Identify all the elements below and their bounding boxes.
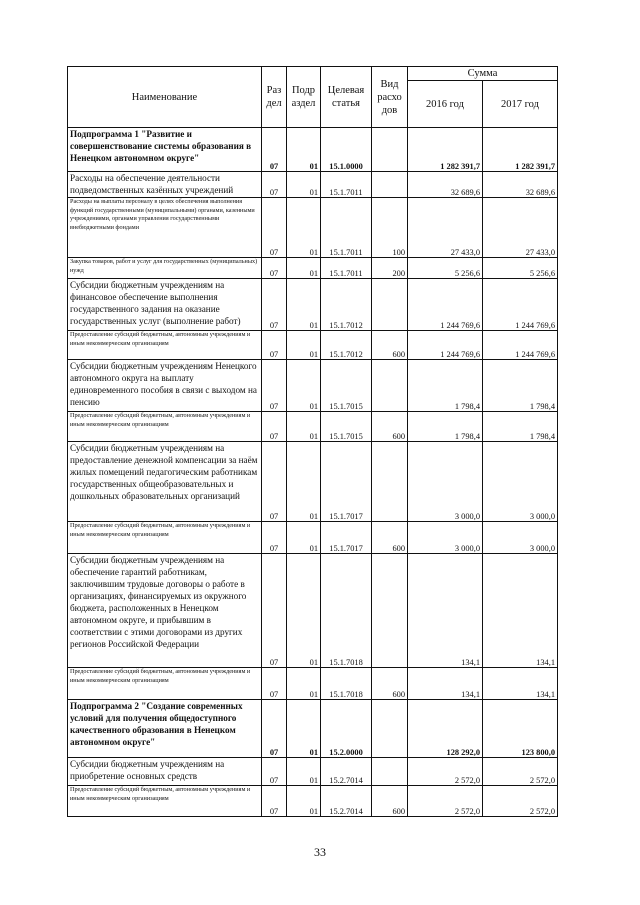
header-year-2016: 2016 год	[408, 81, 483, 128]
row-target: 15.1.7012	[321, 331, 372, 360]
row-subsection: 01	[287, 360, 321, 412]
row-name: Подпрограмма 1 "Развитие и совершенствование системы образования в Ненецком автономном округе"	[68, 128, 262, 172]
table-row	[68, 128, 558, 172]
row-name: Предоставление субсидий бюджетным, автономным учреждениям и иным некоммерческим организациям	[68, 786, 262, 817]
row-amount-2016: 1 244 769,6	[408, 279, 483, 331]
row-amount-2016: 1 798,4	[408, 360, 483, 412]
row-name: Предоставление субсидий бюджетным, автономным учреждениям и иным некоммерческим организациям	[68, 331, 262, 360]
row-name: Расходы на выплаты персоналу в целях обеспечения выполнения функций государственными (муниципальными) органами, казенными учреждениями, органами управления государственными внебюджетными фондами	[68, 198, 262, 258]
row-amount-2017: 123 800,0	[483, 700, 558, 758]
row-target: 15.1.7011	[321, 172, 372, 198]
row-amount-2016: 1 282 391,7	[408, 128, 483, 172]
row-section: 07	[262, 360, 287, 412]
row-subsection: 01	[287, 522, 321, 554]
row-name: Субсидии бюджетным учреждениям на приобретение основных средств	[68, 758, 262, 786]
row-subsection: 01	[287, 412, 321, 442]
row-subsection: 01	[287, 700, 321, 758]
row-expense-type: 200	[372, 258, 408, 279]
row-section: 07	[262, 668, 287, 700]
header-subsection: Подр аздел	[287, 67, 321, 128]
table-row	[68, 279, 558, 331]
header-name: Наименование	[68, 67, 262, 128]
row-expense-type	[372, 279, 408, 331]
table-row	[68, 412, 558, 442]
row-target: 15.1.7012	[321, 279, 372, 331]
row-section: 07	[262, 442, 287, 522]
row-subsection: 01	[287, 758, 321, 786]
row-subsection: 01	[287, 331, 321, 360]
table-row	[68, 198, 558, 258]
row-expense-type: 600	[372, 412, 408, 442]
row-expense-type: 600	[372, 668, 408, 700]
table-row	[68, 758, 558, 786]
row-amount-2016: 27 433,0	[408, 198, 483, 258]
row-expense-type: 600	[372, 331, 408, 360]
row-amount-2017: 1 244 769,6	[483, 331, 558, 360]
row-target: 15.1.7017	[321, 522, 372, 554]
row-section: 07	[262, 700, 287, 758]
row-name: Субсидии бюджетным учреждениям Ненецкого автономного округа на выплату единовременного пособия в связи с выходом на пенсию	[68, 360, 262, 412]
table-row	[68, 442, 558, 522]
table-body	[68, 128, 558, 817]
row-name: Субсидии бюджетным учреждениям на предоставление денежной компенсации за наём жилых помещений педагогическим работникам государственных общеобразовательных и дошкольных образовательных организаций	[68, 442, 262, 522]
row-subsection: 01	[287, 554, 321, 668]
table-row	[68, 258, 558, 279]
row-section: 07	[262, 554, 287, 668]
row-amount-2017: 1 282 391,7	[483, 128, 558, 172]
row-section: 07	[262, 758, 287, 786]
row-expense-type: 600	[372, 522, 408, 554]
row-amount-2017: 3 000,0	[483, 522, 558, 554]
page-number: 33	[314, 845, 326, 859]
table-row	[68, 668, 558, 700]
table-row	[68, 331, 558, 360]
header-expense-type: Вид расхо дов	[372, 67, 408, 128]
row-subsection: 01	[287, 172, 321, 198]
row-target: 15.2.0000	[321, 700, 372, 758]
row-amount-2017: 1 798,4	[483, 412, 558, 442]
row-name: Закупка товаров, работ и услуг для государственных (муниципальных) нужд	[68, 258, 262, 279]
row-section: 07	[262, 258, 287, 279]
row-expense-type	[372, 700, 408, 758]
header-section: Раз дел	[262, 67, 287, 128]
row-expense-type: 600	[372, 786, 408, 817]
row-amount-2017: 1 244 769,6	[483, 279, 558, 331]
row-name: Предоставление субсидий бюджетным, автономным учреждениям и иным некоммерческим организациям	[68, 412, 262, 442]
row-amount-2017: 134,1	[483, 668, 558, 700]
row-expense-type	[372, 554, 408, 668]
row-subsection: 01	[287, 279, 321, 331]
row-section: 07	[262, 331, 287, 360]
row-amount-2016: 32 689,6	[408, 172, 483, 198]
row-subsection: 01	[287, 258, 321, 279]
row-amount-2017: 5 256,6	[483, 258, 558, 279]
table-row	[68, 786, 558, 817]
row-section: 07	[262, 786, 287, 817]
row-amount-2017: 2 572,0	[483, 758, 558, 786]
row-amount-2016: 2 572,0	[408, 786, 483, 817]
table-row	[68, 360, 558, 412]
budget-table	[67, 66, 558, 817]
row-section: 07	[262, 128, 287, 172]
row-target: 15.1.7011	[321, 258, 372, 279]
header-sum: Сумма	[408, 67, 558, 81]
row-name: Предоставление субсидий бюджетным, автономным учреждениям и иным некоммерческим организациям	[68, 668, 262, 700]
row-target: 15.2.7014	[321, 758, 372, 786]
row-amount-2016: 5 256,6	[408, 258, 483, 279]
row-section: 07	[262, 522, 287, 554]
row-subsection: 01	[287, 442, 321, 522]
row-amount-2016: 3 000,0	[408, 522, 483, 554]
row-expense-type	[372, 172, 408, 198]
row-section: 07	[262, 279, 287, 331]
row-target: 15.1.7018	[321, 668, 372, 700]
table-row	[68, 172, 558, 198]
row-amount-2016: 1 798,4	[408, 412, 483, 442]
row-expense-type	[372, 758, 408, 786]
row-expense-type	[372, 128, 408, 172]
row-name: Предоставление субсидий бюджетным, автономным учреждениям и иным некоммерческим организациям	[68, 522, 262, 554]
row-name: Подпрограмма 2 "Создание современных условий для получения общедоступного качественного образования в Ненецком автономном округе"	[68, 700, 262, 758]
row-amount-2016: 3 000,0	[408, 442, 483, 522]
row-name: Субсидии бюджетным учреждениям на обеспечение гарантий работникам, заключившим трудовые договоры о работе в организациях, финансируемых из окружного бюджета, расположенных в Ненецком автономном округе, и прибывшим в соответствии с этими договорами из других регионов Российской Федерации	[68, 554, 262, 668]
row-target: 15.2.7014	[321, 786, 372, 817]
row-subsection: 01	[287, 128, 321, 172]
row-amount-2017: 134,1	[483, 554, 558, 668]
row-amount-2016: 134,1	[408, 554, 483, 668]
row-amount-2017: 1 798,4	[483, 360, 558, 412]
row-name: Субсидии бюджетным учреждениям на финансовое обеспечение выполнения государственного задания на оказание государственных услуг (выполнение работ)	[68, 279, 262, 331]
row-expense-type: 100	[372, 198, 408, 258]
row-amount-2016: 1 244 769,6	[408, 331, 483, 360]
header-target: Целевая статья	[321, 67, 372, 128]
row-target: 15.1.7018	[321, 554, 372, 668]
row-amount-2016: 134,1	[408, 668, 483, 700]
row-section: 07	[262, 198, 287, 258]
row-target: 15.1.7017	[321, 442, 372, 522]
row-amount-2017: 27 433,0	[483, 198, 558, 258]
row-amount-2016: 2 572,0	[408, 758, 483, 786]
row-expense-type	[372, 360, 408, 412]
row-target: 15.1.7015	[321, 360, 372, 412]
row-subsection: 01	[287, 198, 321, 258]
row-target: 15.1.7011	[321, 198, 372, 258]
table-row	[68, 522, 558, 554]
row-subsection: 01	[287, 786, 321, 817]
row-name: Расходы на обеспечение деятельности подведомственных казённых учреждений	[68, 172, 262, 198]
row-amount-2017: 2 572,0	[483, 786, 558, 817]
header-year-2017: 2017 год	[483, 81, 558, 128]
row-amount-2016: 128 292,0	[408, 700, 483, 758]
row-section: 07	[262, 412, 287, 442]
row-section: 07	[262, 172, 287, 198]
row-expense-type	[372, 442, 408, 522]
row-target: 15.1.0000	[321, 128, 372, 172]
table-row	[68, 700, 558, 758]
table-row	[68, 554, 558, 668]
row-amount-2017: 32 689,6	[483, 172, 558, 198]
row-subsection: 01	[287, 668, 321, 700]
row-amount-2017: 3 000,0	[483, 442, 558, 522]
row-target: 15.1.7015	[321, 412, 372, 442]
